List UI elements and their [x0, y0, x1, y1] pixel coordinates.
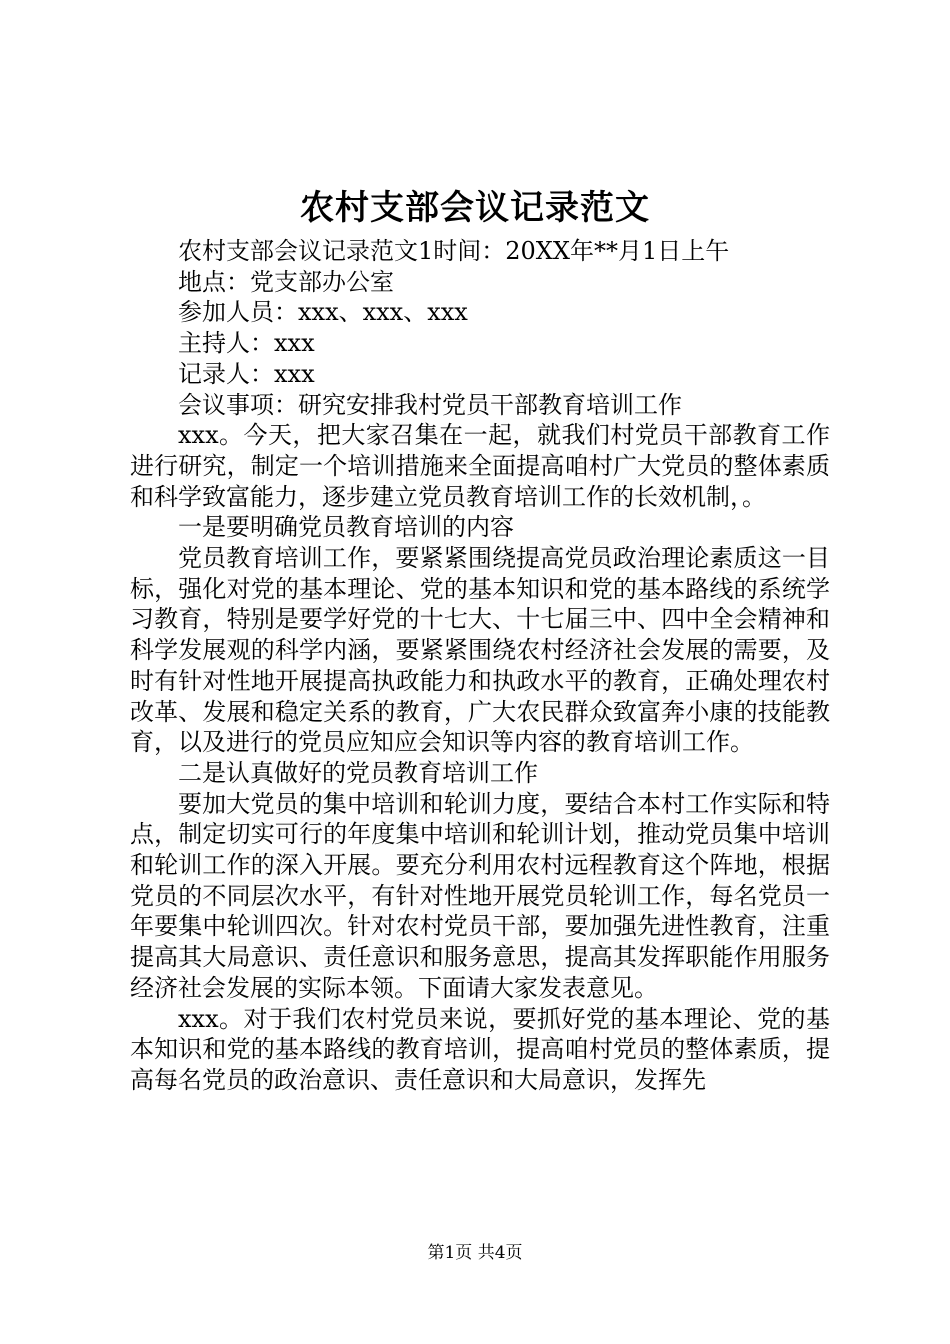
paragraph: xxx。对于我们农村党员来说，要抓好党的基本理论、党的基本知识和党的基本路线的教育培训，提高咱村党员的整体素质，提高每名党员的政治意识、责任意识和大局意识，发挥先	[130, 1004, 830, 1094]
section-heading: 二是认真做好的党员教育培训工作	[178, 758, 538, 787]
page-footer: 第1页 共4页	[427, 1243, 523, 1263]
meta-line-attendees: 参加人员：xxx、xxx、xxx	[178, 298, 468, 327]
meta-line-location: 地点：党支部办公室	[178, 267, 394, 296]
paragraph: xxx。今天，把大家召集在一起，就我们村党员干部教育工作进行研究，制定一个培训措施来全面提高咱村广大党员的整体素质和科学致富能力，逐步建立党员教育培训工作的长效机制，。	[130, 421, 830, 511]
meta-line-agenda: 会议事项：研究安排我村党员干部教育培训工作	[178, 390, 682, 419]
paragraph: 党员教育培训工作，要紧紧围绕提高党员政治理论素质这一目标，强化对党的基本理论、党的基本知识和党的基本路线的系统学习教育，特别是要学好党的十七大、十七届三中、四中全会精神和科学发展观的科学内涵，要紧紧围绕农村经济社会发展的需要，及时有针对性地开展提高执政能力和执政水平的教育，正确处理农村改革、发展和稳定关系的教育，广大农民群众致富奔小康的技能教育，以及进行的党员应知应会知识等内容的教育培训工作。	[130, 544, 830, 757]
section-heading: 一是要明确党员教育培训的内容	[178, 513, 514, 542]
document-body	[130, 236, 830, 1096]
meta-line-time: 农村支部会议记录范文1时间：20XX年**月1日上午	[178, 237, 730, 265]
document-title: 农村支部会议记录范文	[300, 188, 650, 228]
paragraph: 要加大党员的集中培训和轮训力度，要结合本村工作实际和特点，制定切实可行的年度集中培训和轮训计划，推动党员集中培训和轮训工作的深入开展。要充分利用农村远程教育这个阵地，根据党员的不同层次水平，有针对性地开展党员轮训工作，每名党员一年要集中轮训四次。针对农村党员干部，要加强先进性教育，注重提高其大局意识、责任意识和服务意思，提高其发挥职能作用服务经济社会发展的实际本领。下面请大家发表意见。	[130, 789, 830, 1002]
meta-line-recorder: 记录人：xxx	[178, 359, 315, 388]
meta-line-host: 主持人：xxx	[178, 329, 315, 358]
